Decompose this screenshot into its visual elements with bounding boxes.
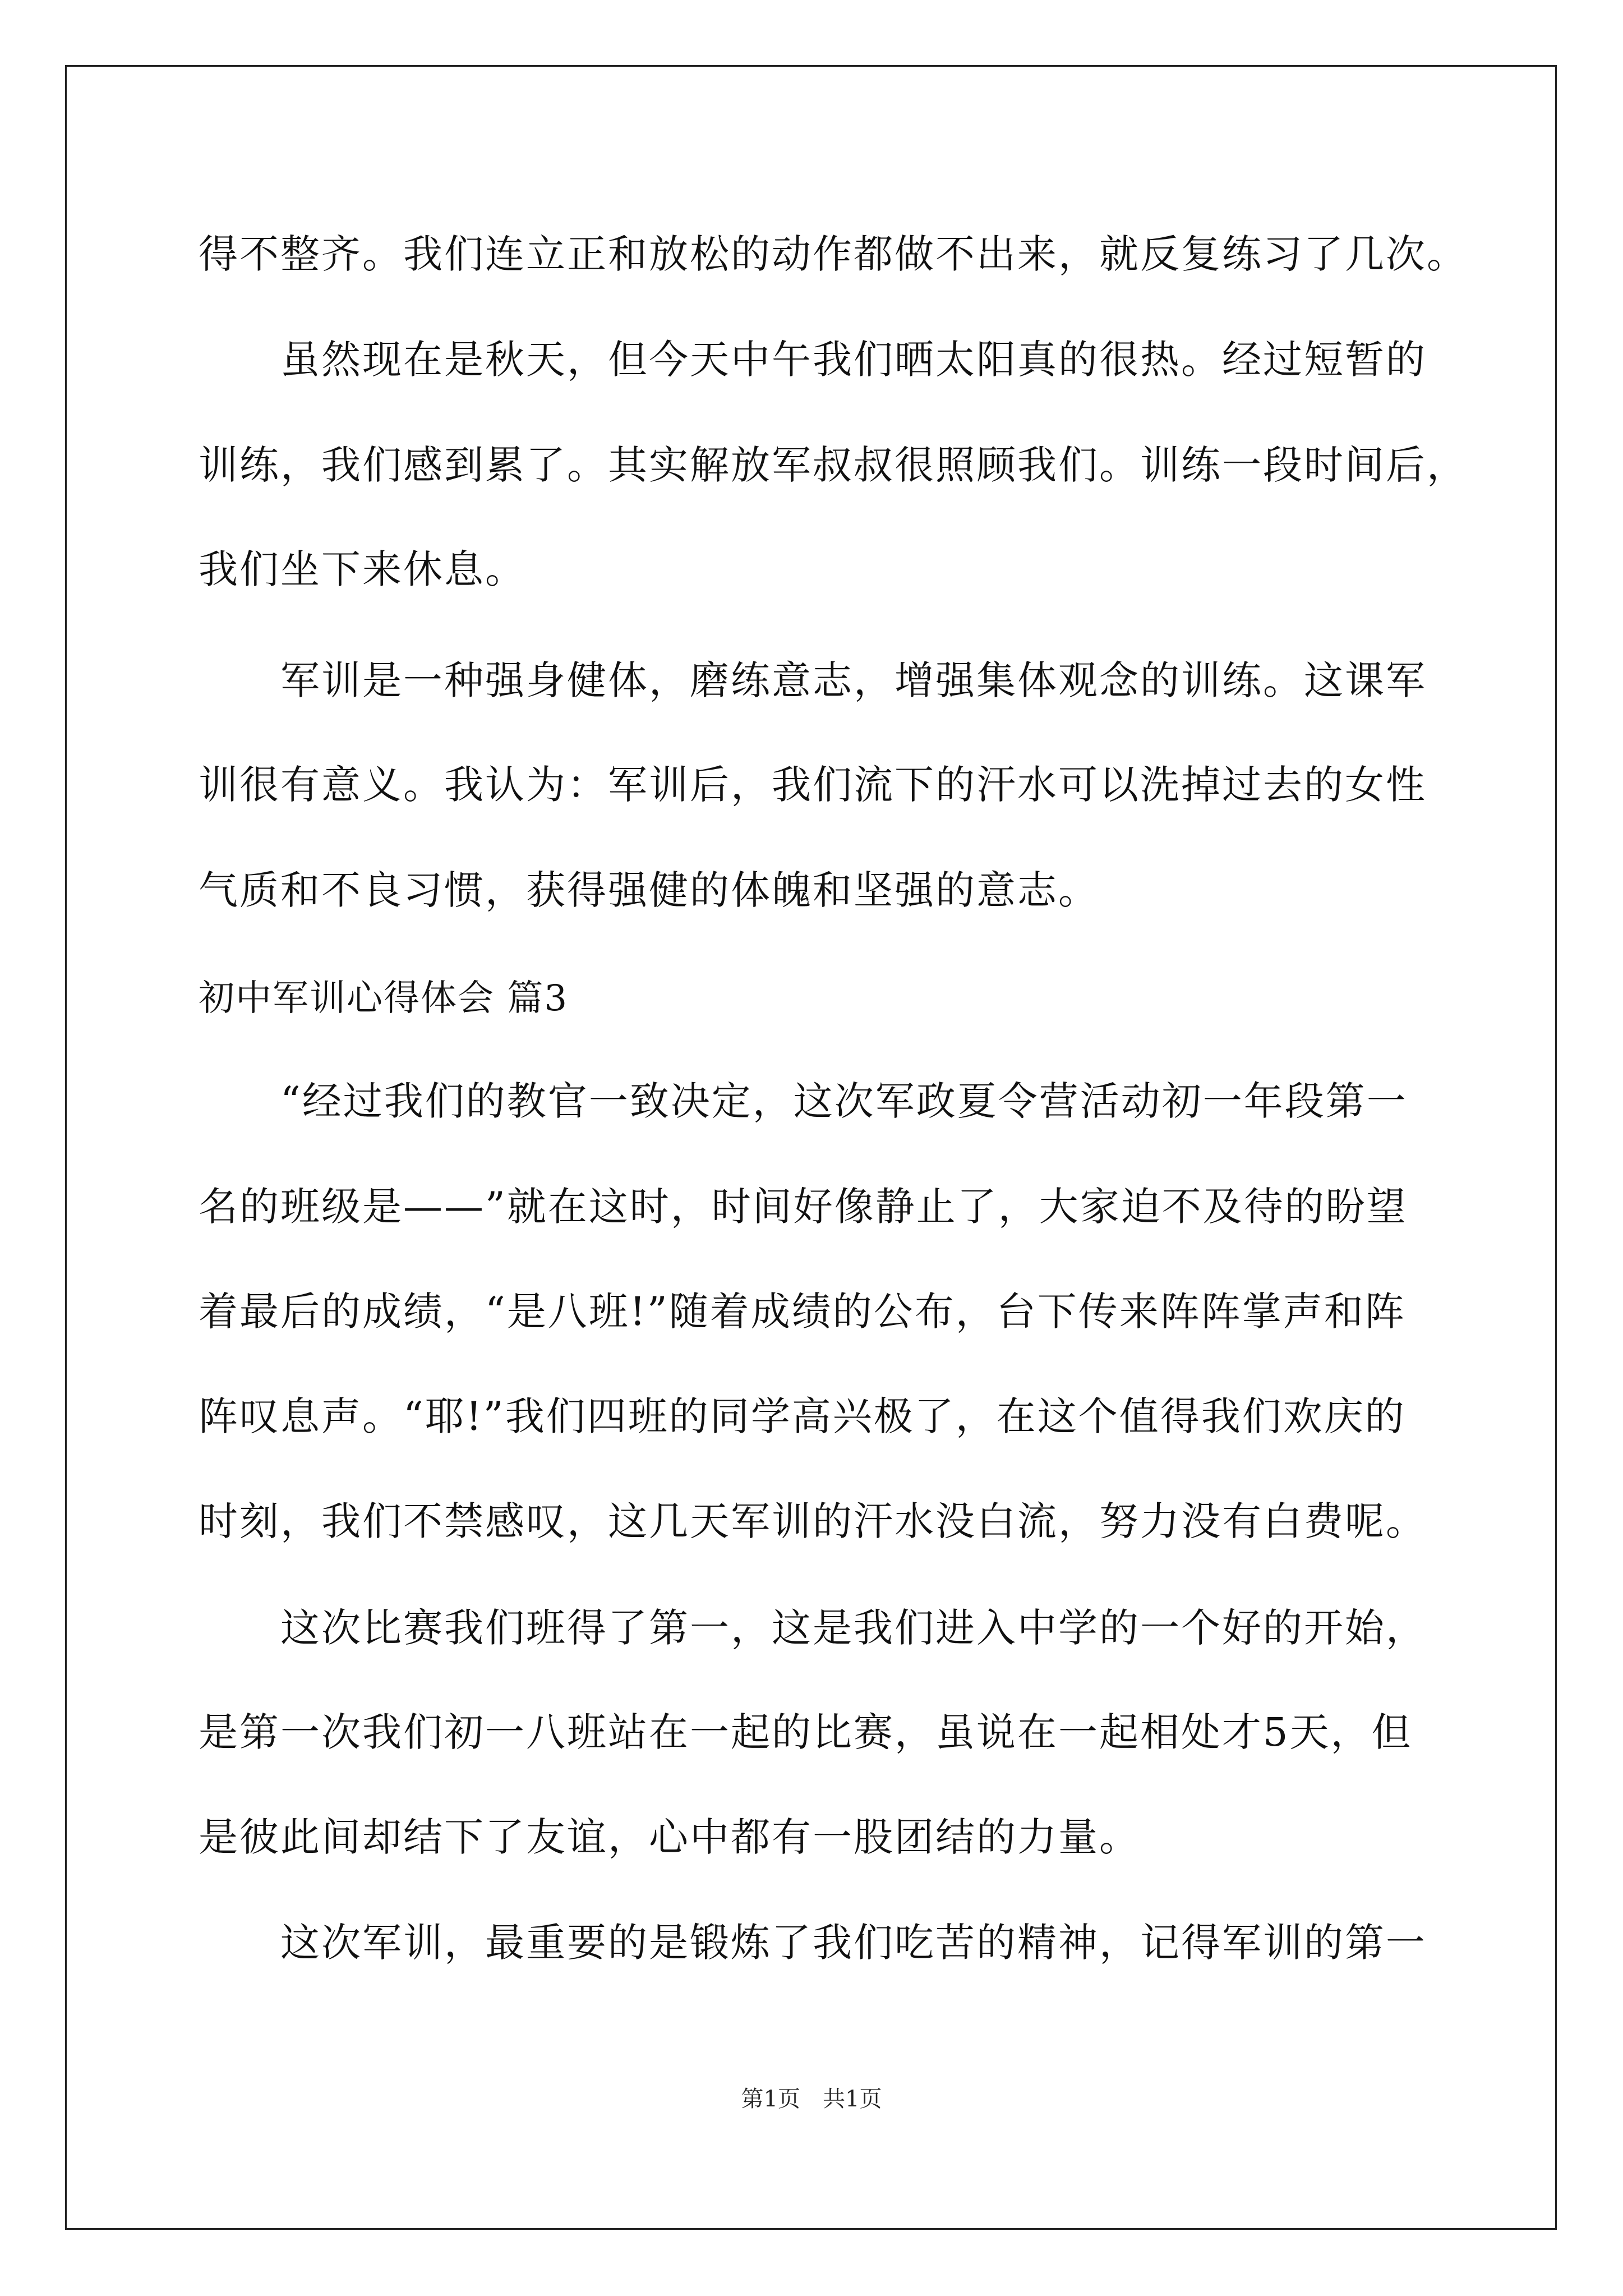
text-line-9: 名的班级是——”就在这时，时间好像静止了，大家迫不及待的盼望 — [199, 1184, 1408, 1230]
text-line-3: 训练，我们感到累了。其实解放军叔叔很照顾我们。训练一段时间后， — [199, 442, 1468, 488]
text-line-13: 这次比赛我们班得了第一，这是我们进入中学的一个好的开始， — [280, 1605, 1427, 1651]
text-line-4: 我们坐下来休息。 — [199, 546, 526, 592]
text-line-14: 是第一次我们初一八班站在一起的比赛，虽说在一起相处才5天，但 — [199, 1709, 1413, 1755]
text-line-1: 得不整齐。我们连立正和放松的动作都做不出来，就反复练习了几次。 — [199, 231, 1468, 277]
text-line-8: “经过我们的教官一致决定，这次军政夏令营活动初一年段第一 — [280, 1078, 1408, 1124]
text-line-2: 虽然现在是秋天，但今天中午我们晒太阳真的很热。经过短暂的 — [280, 337, 1427, 383]
text-line-16: 这次军训，最重要的是锻炼了我们吃苦的精神，记得军训的第一 — [280, 1920, 1427, 1966]
page-footer: 第1页 共1页 — [741, 2086, 882, 2112]
text-line-11: 阵叹息声。“耶!”我们四班的同学高兴极了，在这个值得我们欢庆的 — [199, 1393, 1406, 1439]
text-line-5: 军训是一种强身健体，磨练意志，增强集体观念的训练。这课军 — [280, 657, 1427, 703]
text-line-7: 气质和不良习惯，获得强健的体魄和坚强的意志。 — [199, 867, 1099, 913]
text-line-10: 着最后的成绩，“是八班!”随着成绩的公布，台下传来阵阵掌声和阵 — [199, 1289, 1406, 1335]
text-line-12: 时刻，我们不禁感叹，这几天军训的汗水没白流，努力没有白费呢。 — [199, 1498, 1427, 1544]
text-line-15: 是彼此间却结下了友谊，心中都有一股团结的力量。 — [199, 1814, 1140, 1860]
page-border — [65, 65, 1557, 2230]
section-heading: 初中军训心得体会 篇3 — [199, 978, 569, 1019]
text-line-6: 训很有意义。我认为：军训后，我们流下的汗水可以洗掉过去的女性 — [199, 762, 1427, 808]
